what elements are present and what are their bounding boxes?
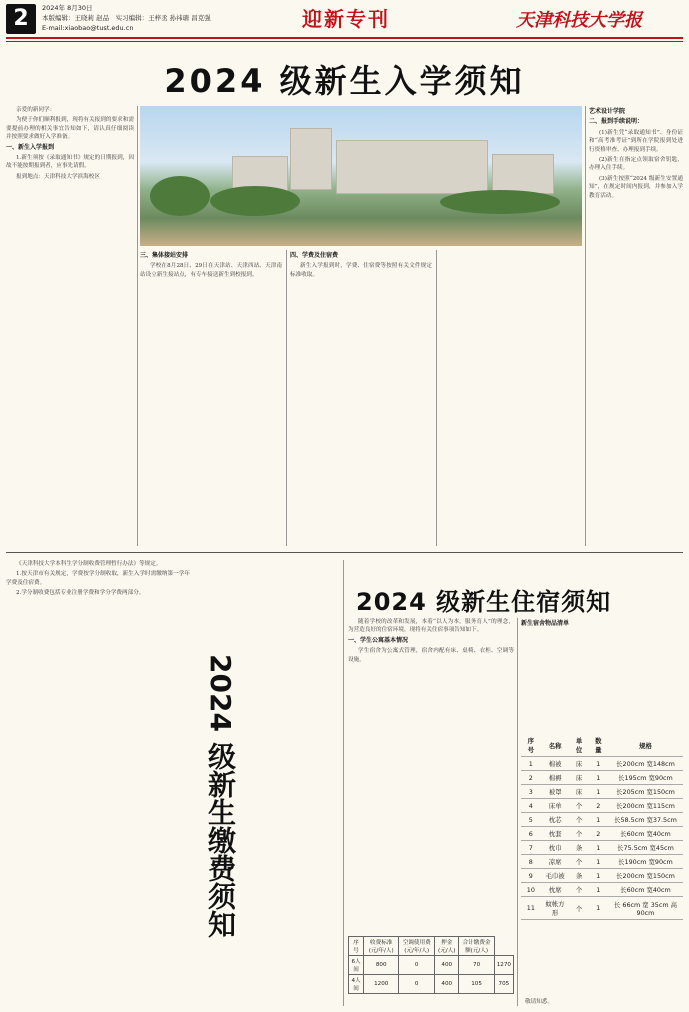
table-cell: 1 <box>589 771 608 785</box>
table-row <box>521 799 683 813</box>
table-cell: 毛巾被 <box>541 869 570 883</box>
email-line: E-mail:xiaobao@tust.edu.cn <box>42 24 134 32</box>
table-cell: 1 <box>589 813 608 827</box>
table-cell: 4 <box>521 799 541 813</box>
table-cell: 个 <box>570 813 589 827</box>
table-cell: 705 <box>494 975 513 994</box>
table-cell: 长195cm 宽90cm <box>608 771 683 785</box>
paragraph: (3)新生按照“2024 级新生安置通知”，在规定时间内报到，并参加入学教育活动。 <box>589 175 683 199</box>
section-heading: 三、集体接站安排 <box>140 252 189 259</box>
column-divider <box>436 250 437 546</box>
table-row <box>521 869 683 883</box>
table-cell: 长200cm 宽150cm <box>608 869 683 883</box>
table-cell: 1 <box>589 897 608 920</box>
table-row <box>521 897 683 920</box>
table-cell: 1 <box>589 855 608 869</box>
table-cell: 条 <box>570 869 589 883</box>
table-row <box>521 757 683 771</box>
column-divider <box>137 106 138 546</box>
section-heading: 二、报到手续说明： <box>589 118 644 126</box>
table-cell: 个 <box>570 827 589 841</box>
table-cell: 蚊帐方形 <box>541 897 570 920</box>
table-cell: 1 <box>589 757 608 771</box>
table-header: 合计缴费金额(元/人) <box>459 937 494 956</box>
masthead <box>0 0 689 42</box>
table-cell: 8 <box>521 855 541 869</box>
table-cell: 5 <box>521 813 541 827</box>
table-cell: 1 <box>521 757 541 771</box>
left-column-text <box>6 106 134 546</box>
right-column-text <box>589 106 683 546</box>
table-row <box>521 855 683 869</box>
table-row <box>521 827 683 841</box>
table-cell: 长75.5cm 宽45cm <box>608 841 683 855</box>
table-header: 收费标准(元/年/人) <box>364 937 399 956</box>
table-cell: 长200cm 宽115cm <box>608 799 683 813</box>
table-header: 序号 <box>349 937 364 956</box>
column-divider <box>286 250 287 546</box>
table-cell: 105 <box>459 975 494 994</box>
table-cell: 长 66cm 宽 35cm 高90cm <box>608 897 683 920</box>
section-title: 迎新专刊 <box>302 7 390 31</box>
table-cell: 床 <box>570 757 589 771</box>
table-cell: 70 <box>459 956 494 975</box>
table-cell: 床单 <box>541 799 570 813</box>
column-divider <box>585 106 586 546</box>
table-cell: 6 <box>521 827 541 841</box>
masthead-rule <box>6 37 683 39</box>
table-cell: 1 <box>589 841 608 855</box>
table-cell: 个 <box>570 883 589 897</box>
room-items-table <box>521 734 683 920</box>
paragraph: 随着学校的改革和发展，本着“以人为本，服务育人”的理念，为营造良好的住宿环境，现将有关住宿事项告知如下。 <box>348 619 514 634</box>
table-cell: 枕巾 <box>541 841 570 855</box>
table-cell: 凉席 <box>541 855 570 869</box>
table-cell: 长58.5cm 宽37.5cm <box>608 813 683 827</box>
fee-table <box>348 936 514 994</box>
table-cell: 长200cm 宽148cm <box>608 757 683 771</box>
table-cell: 400 <box>435 975 459 994</box>
greeting: 亲爱的新同学： <box>16 107 56 113</box>
paragraph: 《天津科技大学本科生学分制收费管理暂行办法》等规定。 <box>16 561 162 567</box>
issue-date: 2024年 8月30日 <box>42 4 93 12</box>
paragraph: (2)新生在指定点领取宿舍钥匙，办理入住手续。 <box>589 157 683 172</box>
table-cell: 个 <box>570 897 589 920</box>
middle-column-2 <box>290 250 432 546</box>
table-cell: 棉褥 <box>541 771 570 785</box>
table-cell: 2 <box>589 827 608 841</box>
table-row <box>521 771 683 785</box>
table-cell: 床 <box>570 771 589 785</box>
fee-notice-text <box>6 560 190 1006</box>
table-cell: 长60cm 宽40cm <box>608 883 683 897</box>
tree <box>440 190 560 214</box>
table-cell: 被罩 <box>541 785 570 799</box>
building <box>336 140 488 194</box>
table-row <box>521 883 683 897</box>
table-cell: 长60cm 宽40cm <box>608 827 683 841</box>
dorm-notice-text <box>348 618 514 930</box>
table-header: 单位 <box>570 734 589 757</box>
dorm-notice-text-2 <box>521 618 683 728</box>
table-cell: 枕套 <box>541 827 570 841</box>
table-cell: 2 <box>589 799 608 813</box>
table-cell: 个 <box>570 799 589 813</box>
section-heading: 一、新生入学报到 <box>6 143 55 151</box>
table-cell: 2 <box>521 771 541 785</box>
table-row <box>521 785 683 799</box>
table-cell: 1 <box>589 785 608 799</box>
paragraph: 报到地点：天津科技大学滨海校区 <box>16 173 100 180</box>
section-heading: 一、学生公寓基本情况 <box>348 636 409 644</box>
table-cell: 枕席 <box>541 883 570 897</box>
table-cell: 0 <box>399 956 435 975</box>
tree <box>210 186 300 216</box>
table-header-row <box>349 937 514 956</box>
table-row <box>521 813 683 827</box>
table-cell: 枕芯 <box>541 813 570 827</box>
paragraph: (1)新生凭“录取通知书”、身份证和“高考准考证”到所在学院报到处进行资格审查、办理报到手续。 <box>589 129 683 153</box>
column-divider <box>343 560 344 1006</box>
paragraph: 2.学分制收费包括专业注册学费和学分学费两部分。 <box>16 590 145 597</box>
middle-column-3 <box>440 250 582 546</box>
table-header: 押金(元/人) <box>435 937 459 956</box>
fee-notice-text-2 <box>240 560 340 1006</box>
section-divider <box>6 552 683 553</box>
page-number: 2 <box>6 4 36 34</box>
table-cell: 10 <box>521 883 541 897</box>
table-cell: 0 <box>399 975 435 994</box>
column-divider <box>517 618 518 1006</box>
table-header: 序号 <box>521 734 541 757</box>
paragraph: 学生宿舍为公寓式管理，宿舍内配有床、桌椅、衣柜、空调等设施。 <box>348 648 514 663</box>
section-heading: 艺术设计学院 <box>589 108 626 115</box>
building <box>492 154 554 194</box>
paragraph: 新生入学报到时，学费、住宿费等按照有关文件规定标准收取。 <box>290 263 432 278</box>
table-cell: 1270 <box>494 956 513 975</box>
table-cell: 800 <box>364 956 399 975</box>
table-header: 规格 <box>608 734 683 757</box>
table-cell: 7 <box>521 841 541 855</box>
paragraph: 1.按天津市有关规定，学费按学分制收取，新生入学时需缴纳第一学年学费及住宿费。 <box>6 571 190 586</box>
table-cell: 3 <box>521 785 541 799</box>
table-cell: 9 <box>521 869 541 883</box>
dorm-notice-title: 2024 级新生住宿须知 <box>356 588 612 616</box>
table-footnote: 敬请知悉。 <box>525 999 553 1005</box>
section-heading: 四、学费及住宿费 <box>290 252 339 259</box>
table-header: 名称 <box>541 734 570 757</box>
table-cell: 长190cm 宽90cm <box>608 855 683 869</box>
fee-notice-title: 2024 级新生缴费须知 <box>204 654 237 938</box>
room-table-title: 新生宿舍物品清单 <box>521 620 570 627</box>
paragraph: 1.新生须按《录取通知书》规定的日期报到，因故不能按期报到者，应事先请假。 <box>6 155 134 170</box>
middle-column-1 <box>140 250 282 546</box>
paper-name-logo: 天津科技大学报 <box>516 10 642 31</box>
page-headline: 2024 级新生入学须知 <box>164 62 525 100</box>
intro-paragraph: 为便于你们顺利报到，现将有关报到的要求和需要提前办理的相关事宜告知如下，请认真仔细阅读并按照要求做好入学准备。 <box>6 117 134 141</box>
table-header-row <box>521 734 683 757</box>
table-row <box>349 956 514 975</box>
table-cell: 长205cm 宽150cm <box>608 785 683 799</box>
tree <box>150 176 210 216</box>
table-header: 数量 <box>589 734 608 757</box>
table-cell: 1200 <box>364 975 399 994</box>
paragraph: 学校在8月28日、29日在天津站、天津西站、天津南站设立新生接站点，有专车接送新生到校报到。 <box>140 263 282 278</box>
table-row <box>521 841 683 855</box>
campus-photo <box>140 106 582 246</box>
table-cell: 1 <box>589 869 608 883</box>
table-cell: 11 <box>521 897 541 920</box>
table-cell: 6人间 <box>349 956 364 975</box>
masthead-info <box>42 3 211 33</box>
table-cell: 400 <box>435 956 459 975</box>
table-row <box>349 975 514 994</box>
editor-line: 本版编辑：王晓莉 赵品 实习编辑：王梓丞 孙祎瑭 昌克强 <box>42 14 211 22</box>
masthead-rule-thin <box>6 41 683 42</box>
table-cell: 1 <box>589 883 608 897</box>
table-cell: 个 <box>570 855 589 869</box>
building <box>290 128 332 190</box>
table-header: 空调使用费(元/年/人) <box>399 937 435 956</box>
table-cell: 床 <box>570 785 589 799</box>
table-cell: 4人间 <box>349 975 364 994</box>
table-cell: 条 <box>570 841 589 855</box>
table-cell: 棉被 <box>541 757 570 771</box>
